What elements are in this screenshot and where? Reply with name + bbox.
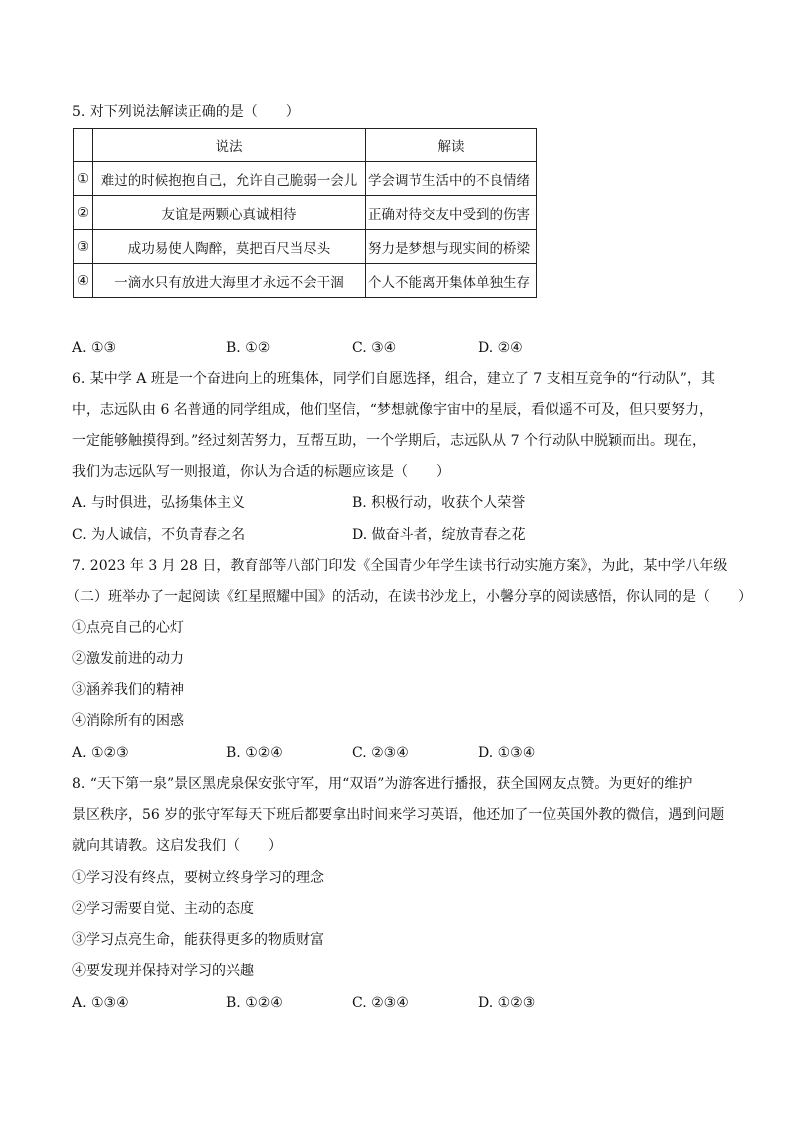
table-cell: 难过的时候抱抱自己，允许自己脆弱一会儿 [93, 162, 366, 196]
q5-option-c[interactable]: C. ③④ [352, 340, 397, 356]
table-row [74, 230, 537, 264]
table-cell: 正确对待交友中受到的伤害 [366, 196, 537, 230]
q8-item: ①学习没有终点，要树立终身学习的理念 [72, 870, 324, 886]
q7-item: ③涵养我们的精神 [72, 682, 184, 698]
q5-stem: 5. 对下列说法解读正确的是（ ） [72, 104, 300, 120]
q8-option-c[interactable]: C. ②③④ [352, 995, 409, 1011]
table-cell: 成功易使人陶醉，莫把百尺当尽头 [93, 230, 366, 264]
table-row [74, 196, 537, 230]
q7-stem-line: （二）班举办了一起阅读《红星照耀中国》的活动，在读书沙龙上，小馨分享的阅读感悟，你认同的是（ ） [66, 589, 752, 605]
table-cell: ④ [74, 264, 93, 298]
q7-stem-line: 7. 2023 年 3 月 28 日，教育部等八部门印发《全国青少年学生读书行动实施方案》，为此，某中学八年级 [72, 558, 728, 574]
q6-option-d[interactable]: D. 做奋斗者，绽放青春之花 [352, 527, 526, 543]
q5-option-a[interactable]: A. ①③ [72, 340, 117, 356]
table-cell: ③ [74, 230, 93, 264]
table-cell: 学会调节生活中的不良情绪 [366, 162, 537, 196]
q7-item: ②激发前进的动力 [72, 651, 184, 667]
q7-item: ④消除所有的困惑 [72, 713, 184, 729]
table-header-row [74, 129, 537, 162]
q8-option-d[interactable]: D. ①②③ [478, 995, 536, 1011]
q8-option-b[interactable]: B. ①②④ [226, 995, 283, 1011]
q6-stem-line: 中，志远队由 6 名普通的同学组成，他们坚信，“梦想就像宇宙中的星辰，看似遥不可及，但只要努力， [72, 402, 713, 418]
q8-item: ②学习需要自觉、主动的态度 [72, 901, 254, 917]
q8-item: ④要发现并保持对学习的兴趣 [72, 963, 254, 979]
q8-stem-line: 就向其请教。这启发我们（ ） [72, 838, 282, 854]
q7-option-c[interactable]: C. ②③④ [352, 745, 409, 761]
q8-stem-line: 景区秩序，56 岁的张守军每天下班后都要拿出时间来学习英语，他还加了一位英国外教的微信，遇到问题 [72, 807, 725, 823]
q7-option-d[interactable]: D. ①③④ [478, 745, 536, 761]
table-cell: ① [74, 162, 93, 196]
table-row [74, 162, 537, 196]
q6-option-c[interactable]: C. 为人诚信，不负青春之名 [72, 527, 246, 543]
table-header-cell: 说法 [93, 129, 366, 162]
q6-stem-line: 一定能够触摸得到。”经过刻苦努力，互帮互助，一个学期后，志远队从 7 个行动队中脱颖而出。现在， [72, 433, 706, 449]
q6-option-b[interactable]: B. 积极行动，收获个人荣誉 [352, 495, 526, 511]
q6-stem-line: 6. 某中学 A 班是一个奋进向上的班集体，同学们自愿选择，组合，建立了 7 支相互竞争的“行动队”，其 [72, 371, 715, 387]
table-cell: 一滴水只有放进大海里才永远不会干涸 [93, 264, 366, 298]
q6-option-a[interactable]: A. 与时俱进，弘扬集体主义 [72, 495, 246, 511]
q5-option-b[interactable]: B. ①② [226, 340, 271, 356]
table-cell: 个人不能离开集体单独生存 [366, 264, 537, 298]
q5-table [73, 128, 537, 298]
q8-stem-line: 8. “天下第一泉”景区黑虎泉保安张守军，用“双语”为游客进行播报，获全国网友点赞。为更好的维护 [72, 776, 693, 792]
table-row [74, 264, 537, 298]
q7-option-b[interactable]: B. ①②④ [226, 745, 283, 761]
q8-option-a[interactable]: A. ①③④ [72, 995, 129, 1011]
q7-option-a[interactable]: A. ①②③ [72, 745, 129, 761]
q7-item: ①点亮自己的心灯 [72, 620, 184, 636]
table-cell: 努力是梦想与现实间的桥梁 [366, 230, 537, 264]
q5-option-d[interactable]: D. ②④ [478, 340, 523, 356]
table-header-cell: 解读 [366, 129, 537, 162]
table-cell: 友谊是两颗心真诚相待 [93, 196, 366, 230]
table-cell: ② [74, 196, 93, 230]
table-header-cell [74, 129, 93, 162]
q8-item: ③学习点亮生命，能获得更多的物质财富 [72, 932, 324, 948]
q6-stem-line: 我们为志远队写一则报道，你认为合适的标题应该是（ ） [72, 464, 450, 480]
